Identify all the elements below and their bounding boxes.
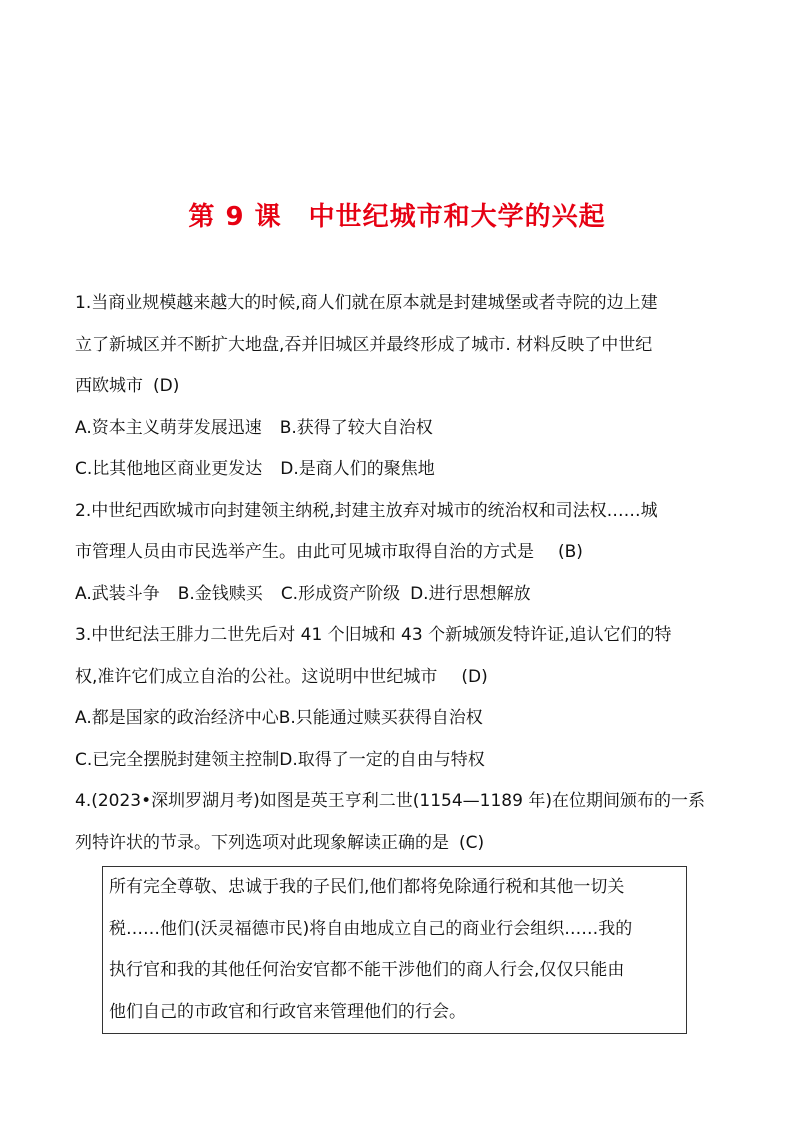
question-3-option-c: C.已完全摆脱封建领主控制	[75, 749, 280, 770]
quote-line-4: 他们自己的市政官和行政官来管理他们的行会。	[109, 1001, 466, 1022]
question-3-stem-line-1: 3.中世纪法王腓力二世先后对 41 个旧城和 43 个新城颁发特许证,追认它们的特	[75, 625, 672, 645]
question-4-quote-box	[102, 866, 687, 1034]
question-3-options-row-1	[75, 698, 725, 740]
page-title: 第 9 课 中世纪城市和大学的兴起	[188, 202, 606, 232]
quote-line-3: 执行官和我的其他任何治安官都不能干涉他们的商人行会,仅仅只能由	[109, 960, 625, 980]
question-4	[75, 781, 725, 1034]
quote-line-2: 税……他们(沃灵福德市民)将自由地成立自己的商业行会组织……我的	[109, 918, 633, 939]
question-1-options-row-1	[75, 408, 725, 450]
question-1-options-row-2	[75, 449, 725, 491]
question-2	[75, 491, 725, 616]
question-4-answer: (C)	[459, 832, 485, 853]
question-1-stem-line-2: 立了新城区并不断扩大地盘,吞并旧城区并最终形成了城市. 材料反映了中世纪	[75, 334, 653, 355]
quote-line-1: 所有完全尊敬、忠诚于我的子民们,他们都将免除通行税和其他一切关	[109, 877, 625, 897]
question-1-option-c: C.比其他地区商业更发达	[75, 459, 263, 479]
question-1-option-d: D.是商人们的聚焦地	[280, 459, 435, 479]
question-3-option-a: A.都是国家的政治经济中心	[75, 708, 279, 728]
question-1-stem-line-1: 1.当商业规模越来越大的时候,商人们就在原本就是封建城堡或者寺院的边上建	[75, 293, 658, 313]
question-3-stem-text: 权,准许它们成立自治的公社。这说明中世纪城市	[75, 666, 438, 687]
question-3-options-row-2	[75, 740, 725, 782]
question-1-stem-text: 西欧城市	[75, 376, 143, 396]
question-2-option-c: C.形成资产阶级	[280, 583, 401, 604]
question-2-stem-text: 市管理人员由市民选举产生。由此可见城市取得自治的方式是	[75, 542, 534, 562]
question-4-stem-line-2	[75, 823, 725, 865]
question-2-option-a: A.武装斗争	[75, 583, 160, 604]
question-2-option-b: B.金钱赎买	[177, 583, 263, 604]
question-2-stem-line-2	[75, 532, 725, 574]
question-2-answer: (B)	[558, 542, 583, 562]
question-4-stem-line-1: 4.(2023•深圳罗湖月考)如图是英王亨利二世(1154—1189 年)在位期间颁布的一系	[75, 791, 705, 811]
question-2-stem-line-1: 2.中世纪西欧城市向封建领主纳税,封建主放弃对城市的统治权和司法权……城	[75, 500, 658, 521]
question-3-answer: (D)	[461, 666, 488, 687]
question-2-option-d: D.进行思想解放	[410, 583, 531, 604]
question-3	[75, 615, 725, 781]
question-3-option-d: D.取得了一定的自由与特权	[279, 749, 485, 770]
question-1-option-b: B.获得了较大自治权	[279, 417, 433, 438]
question-4-stem-text: 列特许状的节录。下列选项对此现象解读正确的是	[75, 832, 449, 853]
question-1-stem-line-3	[75, 366, 725, 408]
question-list	[75, 283, 725, 1034]
question-3-stem-line-2	[75, 657, 725, 699]
question-1-answer: (D)	[153, 376, 180, 396]
question-2-options-row	[75, 574, 725, 616]
question-1	[75, 283, 725, 491]
question-3-option-b: B.只能通过赎买获得自治权	[278, 708, 483, 728]
question-1-option-a: A.资本主义萌芽发展迅速	[75, 417, 262, 438]
